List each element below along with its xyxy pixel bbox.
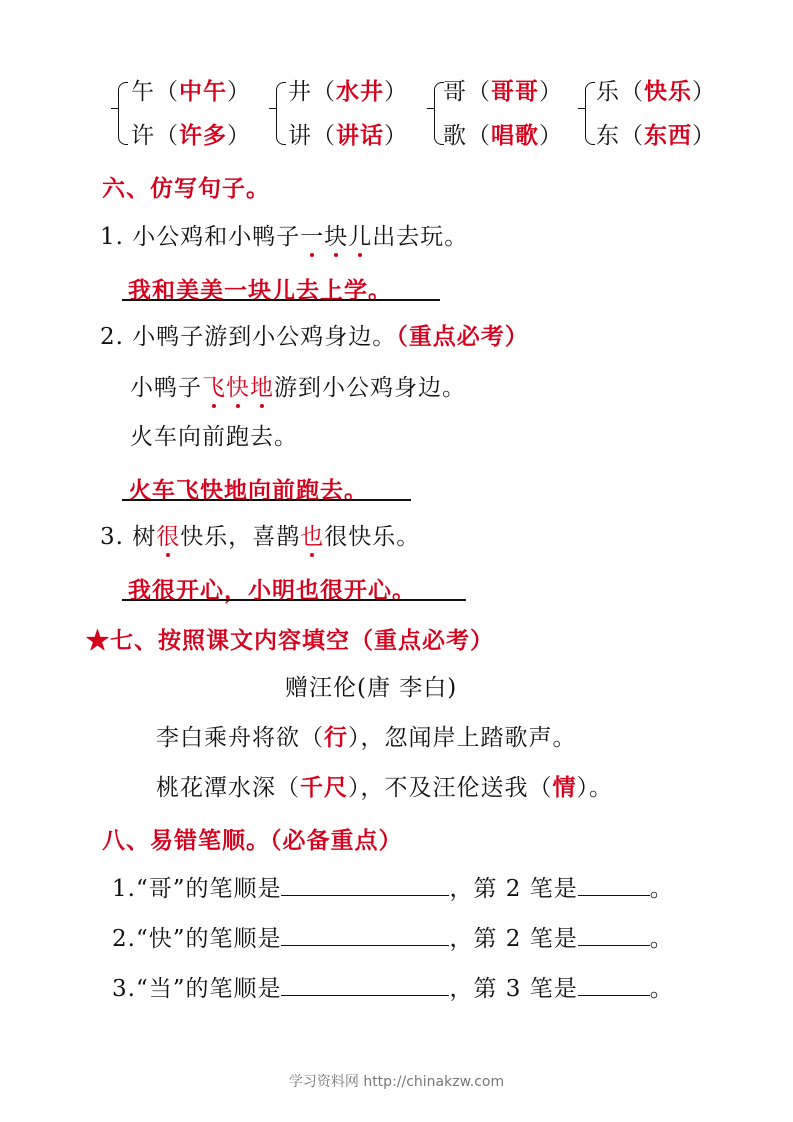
brace-icon bbox=[276, 82, 286, 109]
word-group-3-top: 哥（哥哥） bbox=[443, 78, 563, 105]
q2-tag: （重点必考） bbox=[396, 323, 529, 350]
q2-prompt: 火车向前跑去。 bbox=[130, 424, 298, 450]
footer-watermark: 学习资料网 http://chinakzw.com bbox=[288, 1074, 505, 1090]
answer-blank[interactable] bbox=[578, 873, 650, 896]
answer-blank[interactable] bbox=[578, 973, 650, 996]
section-7-title: ★七、按照课文内容填空（重点必考） bbox=[86, 627, 494, 654]
section-8-title: 八、易错笔顺。（必备重点） bbox=[102, 827, 403, 854]
q3-answer: 我很开心，小明也很开心。 bbox=[128, 577, 416, 604]
section-6-title: 六、仿写句子。 bbox=[102, 175, 270, 202]
stroke-item: 2.“快”的笔顺是 ，第 2 笔是 。 bbox=[112, 923, 674, 954]
poem-line-2: 桃花潭水深（千尺），不及汪伦送我（情）。 bbox=[156, 774, 613, 801]
brace-icon bbox=[585, 108, 595, 145]
q2-answer: 火车飞快地向前跑去。 bbox=[128, 477, 368, 504]
q1-sentence: 1. 小公鸡和小鸭子一块儿出去玩。 bbox=[100, 224, 469, 250]
word-group-1-top: 午（中午） bbox=[131, 78, 251, 105]
answer-blank[interactable] bbox=[281, 873, 449, 896]
brace-icon bbox=[585, 82, 595, 109]
poem-title: 赠汪伦(唐 李白) bbox=[285, 675, 458, 701]
word-group-4-top: 乐（快乐） bbox=[596, 78, 716, 105]
poem-line-1: 李白乘舟将欲（行），忽闻岸上踏歌声。 bbox=[156, 724, 577, 751]
q3-sentence: 3. 树很快乐，喜鹊也很快乐。 bbox=[100, 524, 421, 550]
answer-underline bbox=[122, 499, 411, 501]
q2-example: 小鸭子飞快地游到小公鸡身边。 bbox=[130, 375, 466, 401]
word-group-1-bottom: 许（许多） bbox=[131, 122, 251, 149]
stroke-item: 1.“哥”的笔顺是 ，第 2 笔是 。 bbox=[112, 873, 674, 904]
answer-blank[interactable] bbox=[281, 923, 449, 946]
brace-icon bbox=[118, 108, 128, 145]
star-icon: ★ bbox=[86, 627, 110, 654]
brace-icon bbox=[276, 108, 286, 145]
word-group-2-bottom: 讲（讲话） bbox=[288, 122, 408, 149]
answer-underline bbox=[122, 299, 440, 301]
q2-sentence: 2. 小鸭子游到小公鸡身边。（重点必考） bbox=[100, 323, 529, 350]
answer-underline bbox=[122, 599, 466, 601]
brace-icon bbox=[118, 82, 128, 109]
word-group-3-bottom: 歌（唱歌） bbox=[443, 122, 563, 149]
q1-answer: 我和美美一块儿去上学。 bbox=[128, 277, 392, 304]
answer-blank[interactable] bbox=[281, 973, 449, 996]
word-group-2-top: 井（水井） bbox=[288, 78, 408, 105]
stroke-item: 3.“当”的笔顺是 ，第 3 笔是 。 bbox=[112, 973, 674, 1004]
word-group-4-bottom: 东（东西） bbox=[596, 122, 716, 149]
answer-blank[interactable] bbox=[578, 923, 650, 946]
